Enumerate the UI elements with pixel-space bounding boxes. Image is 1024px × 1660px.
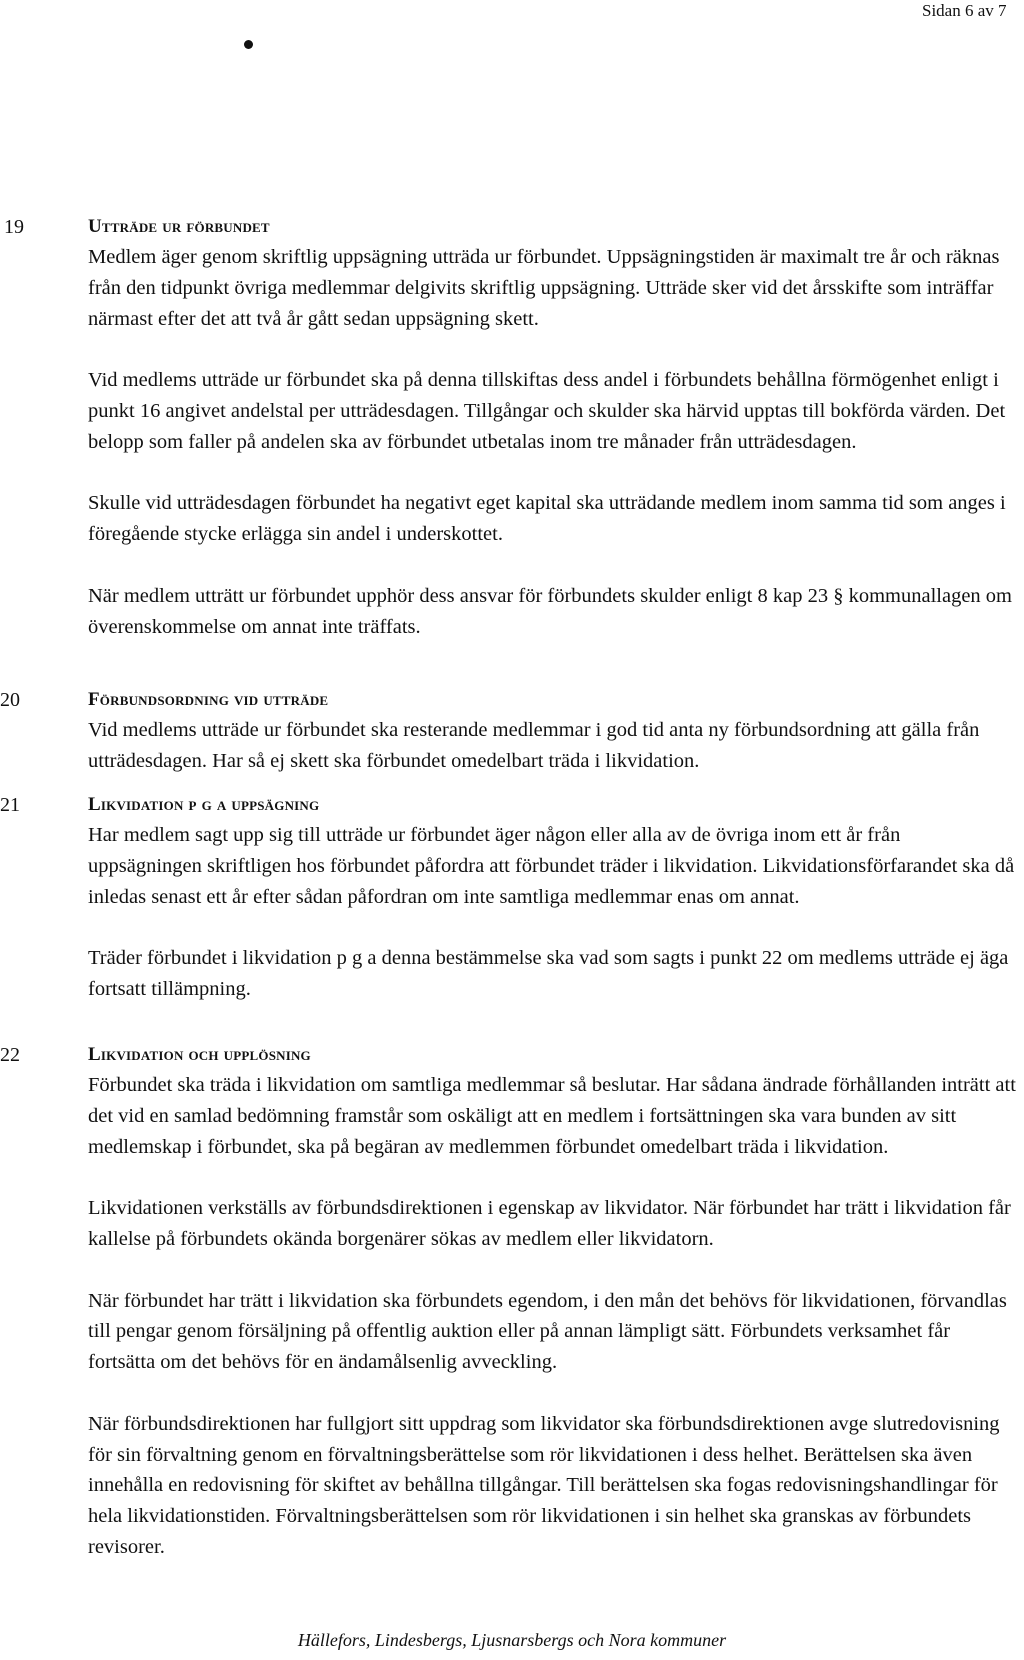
section-number: 22 — [0, 1044, 20, 1066]
paragraph: Har medlem sagt upp sig till utträde ur förbundet äger någon eller alla av de övriga inom ett år från uppsägningen skriftligen hos förbundet påfordra att förbundet träder i likvidation. Likvidationsförfarandet ska då inledas senast ett år efter sådan påfordran om inte samtliga medlemmar enas om annat. — [88, 824, 1015, 908]
section-body — [88, 1040, 1018, 1563]
section-body — [88, 212, 1018, 642]
footer-municipalities: Hällefors, Lindesbergs, Ljusnarsbergs och Nora kommuner — [297, 1630, 727, 1650]
paragraph: När medlem utträtt ur förbundet upphör dess ansvar för förbundets skulder enligt 8 kap 23 § kommunallagen om överenskommelse om annat inte träffats. — [88, 584, 1012, 638]
section-body — [88, 685, 1018, 777]
section-number: 20 — [0, 689, 20, 711]
paragraph: Förbundet ska träda i likvidation om samtliga medlemmar så beslutar. Har sådana ändrade förhållanden inträtt att det vid en samlad bedömning framstår som oskäligt att en medlem i fortsättningen ska vara bunden av sitt medlemskap i förbundet, ska på begäran av medlemmen förbundet omedelbart träda i likvidation. — [88, 1074, 1016, 1158]
section-title: Utträde ur förbundet — [88, 216, 270, 237]
paragraph: Träder förbundet i likvidation p g a denna bestämmelse ska vad som sagts i punkt 22 om medlems utträde ej äga fortsatt tillämpning. — [88, 947, 1009, 1000]
paragraph: När förbundet har trätt i likvidation ska förbundets egendom, i den mån det behövs för likvidationen, förvandlas till pengar genom försäljning på offentlig auktion eller på annan lämpligt sätt. Förbundets verksamhet får fortsätta om det behövs för en ändamålsenlig avveckling. — [88, 1289, 1007, 1374]
paragraph: Likvidationen verkställs av förbundsdirektionen i egenskap av likvidator. När förbundet har trätt i likvidation får kallelse på förbundets okända borgenärer sökas av medlem eller likvidatorn. — [88, 1197, 1011, 1250]
paragraph: När förbundsdirektionen har fullgjort sitt uppdrag som likvidator ska förbundsdirektionen avge slutredovisning för sin förvaltning genom en förvaltningsberättelse som rör likvidationen i dess helhet. Berättelsen ska även innehålla en redovisning för skiftet av behållna tillgångar. Till berättelsen ska fogas redovisningshandlingar för hela likvidationstiden. Förvaltningsberättelsen som rör likvidationen i sin helhet ska granskas av förbundets revisorer. — [88, 1412, 1000, 1558]
page-number: Sidan 6 av 7 — [922, 1, 1007, 20]
section-body — [88, 790, 1018, 1005]
paragraph: Vid medlems utträde ur förbundet ska resterande medlemmar i god tid anta ny förbundsordning att gälla från utträdesdagen. Har så ej skett ska förbundet omedelbart träda i likvidation. — [88, 719, 980, 772]
section-number: 19 — [4, 216, 24, 238]
section-title: Likvidation p g a uppsägning — [88, 794, 320, 815]
section-title: Förbundsordning vid utträde — [88, 689, 329, 710]
scan-artifact-dot — [244, 40, 253, 49]
paragraph: Skulle vid utträdesdagen förbundet ha negativt eget kapital ska utträdande medlem inom samma tid som anges i föregående stycke erlägga sin andel i underskottet. — [88, 492, 1006, 546]
paragraph: Vid medlems utträde ur förbundet ska på denna tillskiftas dess andel i förbundets behållna förmögenhet enligt i punkt 16 angivet andelstal per utträdesdagen. Tillgångar och skulder ska härvid upptas till bokförda värden. Det belopp som faller på andelen ska av förbundet utbetalas inom tre månader från utträdesdagen. — [88, 369, 1006, 453]
paragraph: Medlem äger genom skriftlig uppsägning utträda ur förbundet. Uppsägningstiden är maximalt tre år och räknas från den tidpunkt övriga medlemmar delgivits skriftlig uppsägning. Utträde sker vid det årsskifte som inträffar närmast efter det att två år gått sedan uppsägning skett. — [88, 246, 1000, 330]
section-number: 21 — [0, 794, 20, 816]
section-title: Likvidation och upplösning — [88, 1044, 311, 1065]
